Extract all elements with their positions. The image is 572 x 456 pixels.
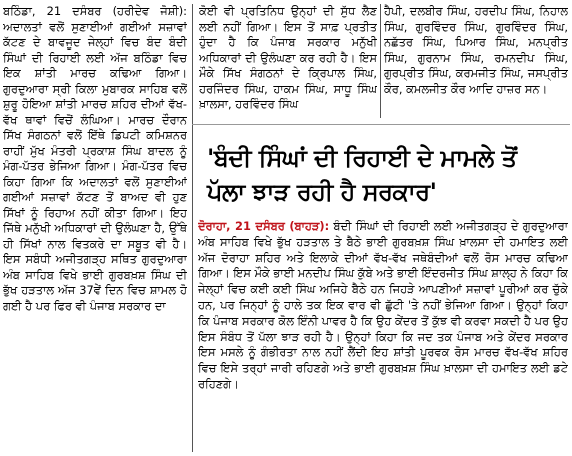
left-story-text (3, 4, 187, 314)
middle-top-column (199, 4, 377, 122)
column-divider-left (192, 4, 193, 452)
right-top-body: ਹੈਪੀ, ਦਲਬੀਰ ਸਿੰਘ, ਹਰਦੀਪ ਸਿੰਘ, ਨਿਹਾਲ ਸਿੰਘ, ਗੁਰਵਿੰਦਰ ਸਿੰਘ, ਗੁਰਵਿੰਦਰ ਸਿੰਘ, ਨਛੱਤਰ ਸਿੰਘ, ਪਿਆਰ ਸਿੰਘ, ਮਨਪ੍ਰੀਤ ਸਿੰਘ, ਗੁਰਨਾਮ ਸਿੰਘ, ਰਮਨਦੀਪ ਸਿੰਘ, ਗੁਰਪ੍ਰੀਤ ਸਿੰਘ, ਕਰਮਜੀਤ ਸਿੰਘ, ਜਸਪ੍ਰੀਤ ਕੌਰ, ਕਮਲਜੀਤ ਕੌਰ ਆਦਿ ਹਾਜ਼ਰ ਸਨ। (384, 4, 568, 96)
right-top-column (384, 4, 568, 122)
bottom-story-dateline: ਦੋਰਾਹਾ, 21 ਦਸੰਬਰ (ਬਾਹੜ): (198, 219, 330, 233)
left-story-column (3, 4, 187, 454)
bottom-story (198, 219, 568, 453)
headline: 'ਬੰਦੀ ਸਿੰਘਾਂ ਦੀ ਰਿਹਾਈ ਦੇ ਮਾਮਲੇ ਤੋਂ ਪੱਲਾ ਝਾੜ ਰਹੀ ਹੈ ਸਰਕਾਰ' (207, 144, 517, 206)
middle-top-body: ਕੋਈ ਵੀ ਪ੍ਰਤਿਨਿਧ ਉਨ੍ਹਾਂ ਦੀ ਸੁੱਧ ਲੈਣ ਲਈ ਨਹੀਂ ਗਿਆ। ਇਸ ਤੋਂ ਸਾਫ਼ ਪ੍ਰਤੀਤ ਹੁੰਦਾ ਹੈ ਕਿ ਪੰਜਾਬ ਸਰਕਾਰ ਮਨੁੱਖੀ ਅਧਿਕਾਰਾਂ ਦੀ ਉਲੰਘਣਾ ਕਰ ਰਹੀ ਹੈ। ਇਸ ਮੌਕੇ ਸਿੱਖ ਸੰਗਠਨਾਂ ਦੇ ਕ੍ਰਿਪਾਲ ਸਿੰਘ, ਹਰਜਿੰਦਰ ਸਿੰਘ, ਹਾਕਮ ਸਿੰਘ, ਸਾਧੂ ਸਿੰਘ ਖ਼ਾਲਸਾ, ਹਰਵਿੰਦਰ ਸਿੰਘ (199, 4, 377, 111)
section-divider (192, 124, 570, 125)
column-divider-right (380, 4, 381, 118)
left-story-dateline: ਬਠਿੰਡਾ, 21 ਦਸੰਬਰ (ਹਰੀਦੇਵ ਜੋਸ਼ੀ): (3, 4, 187, 18)
bottom-story-body: ਬੰਦੀ ਸਿੰਘਾਂ ਦੀ ਰਿਹਾਈ ਲਈ ਅਜੀਤਗੜ੍ਹ ਦੇ ਗੁਰਦੁਆਰਾ ਅੰਬ ਸਾਹਿਬ ਵਿਖੇ ਭੁੱਖ ਹੜਤਾਲ ਤੇ ਬੈਠੇ ਭਾਈ ਗੁਰਬਖ਼ਸ਼ ਸਿੰਘ ਖ਼ਾਲਸਾ ਦੀ ਹਮਾਇਤ ਲਈ ਅੱਜ ਦੋਰਾਹਾ ਸ਼ਹਿਰ ਅਤੇ ਇਲਾਕੇ ਦੀਆਂ ਵੱਖ-ਵੱਖ ਜਥੇਬੰਦੀਆਂ ਵਲੋਂ ਰੋਸ ਮਾਰਚ ਕਢਿਆ ਗਿਆ। ਇਸ ਮੌਕੇ ਭਾਈ ਮਨਦੀਪ ਸਿੰਘ ਕੁੱਬੇ ਅਤੇ ਭਾਈ ਇੰਦਰਜੀਤ ਸਿੰਘ ਸ਼ਾਲ੍ਹ ਨੇ ਕਿਹਾ ਕਿ ਜੇਲ੍ਹਾਂ ਵਿਚ ਕਈ ਕਈ ਸਿੰਘ ਅਜਿਹੇ ਬੈਠੇ ਹਨ ਜਿਹੜੇ ਆਪਣੀਆਂ ਸਜ਼ਾਵਾਂ ਪੂਰੀਆਂ ਕਰ ਚੁੱਕੇ ਹਨ, ਪਰ ਜਿਨ੍ਹਾਂ ਨੂੰ ਹਾਲੇ ਤਕ ਇਕ ਵਾਰ ਵੀ ਛੁੱਟੀ 'ਤੇ ਨਹੀਂ ਭੇਜਿਆ ਗਿਆ। ਉਨ੍ਹਾਂ ਕਿਹਾ ਕਿ ਪੰਜਾਬ ਸਰਕਾਰ ਕੋਲ ਇੰਨੀ ਪਾਵਰ ਹੈ ਕਿ ਉਹ ਕੇਂਦਰ ਤੋਂ ਕੁੱਝ ਵੀ ਕਰਵਾ ਸਕਦੀ ਹੈ ਪਰ ਉਹ ਇਸ ਸੰਬੰਧ ਤੋਂ ਪੱਲਾ ਝਾੜ ਰਹੀ ਹੈ। ਉਨ੍ਹਾਂ ਕਿਹਾ ਕਿ ਜਦ ਤਕ ਪੰਜਾਬ ਅਤੇ ਕੇਂਦਰ ਸਰਕਾਰ ਇਸ ਮਸਲੇ ਨੂੰ ਗੰਭੀਰਤਾ ਨਾਲ ਨਹੀਂ ਲੈਂਦੀ ਇਹ ਸ਼ਾਂਤੀ ਪੂਰਵਕ ਰੋਸ ਮਾਰਚ ਵੱਖ-ਵੱਖ ਸ਼ਹਿਰ ਵਿਚ ਇਸੇ ਤਰ੍ਹਾਂ ਜਾਰੀ ਰਹਿਣਗੇ ਅਤੇ ਭਾਈ ਗੁਰਬਖ਼ਸ਼ ਸਿੰਘ ਖ਼ਾਲਸਾ ਦੀ ਹਮਾਇਤ ਲਈ ਡਟੇ ਰਹਿਣਗੇ। (198, 219, 568, 391)
left-story-body: ਅਦਾਲਤਾਂ ਵਲੋਂ ਸੁਣਾਈਆਂ ਗਈਆਂ ਸਜ਼ਾਵਾਂ ਕੱਟਣ ਦੇ ਬਾਵਜੂਦ ਜੇਲ੍ਹਾਂ ਵਿਚ ਬੰਦ ਬੰਦੀ ਸਿੰਘਾਂ ਦੀ ਰਿਹਾਈ ਲਈ ਅੱਜ ਬਠਿੰਡਾ ਵਿਚ ਇਕ ਸ਼ਾਂਤੀ ਮਾਰਚ ਕਢਿਆ ਗਿਆ। ਗੁਰਦੁਆਰਾ ਸ੍ਰੀ ਕਿਲਾ ਮੁਬਾਰਕ ਸਾਹਿਬ ਵਲੋਂ ਸ਼ੁਰੂ ਹੋਇਆ ਸ਼ਾਂਤੀ ਮਾਰਚ ਸ਼ਹਿਰ ਦੀਆਂ ਵੱਖ-ਵੱਖ ਥਾਵਾਂ ਵਿਚੋਂ ਲੰਘਿਆ। ਮਾਰਚ ਦੌਰਾਨ ਸਿੱਖ ਸੰਗਠਨਾਂ ਵਲੋਂ ਇੱਥੇ ਡਿਪਟੀ ਕਮਿਸ਼ਨਰ ਰਾਹੀਂ ਮੁੱਖ ਮੰਤਰੀ ਪ੍ਰਕਾਸ਼ ਸਿੰਘ ਬਾਦਲ ਨੂੰ ਮੰਗ-ਪੱਤਰ ਭੇਜਿਆ ਗਿਆ। ਮੰਗ-ਪੱਤਰ ਵਿਚ ਕਿਹਾ ਗਿਆ ਕਿ ਅਦਾਲਤਾਂ ਵਲੋਂ ਸੁਣਾਈਆਂ ਗਈਆਂ ਸਜ਼ਾਵਾਂ ਕੱਟਣ ਤੋਂ ਬਾਅਦ ਵੀ ਹੁਣ ਸਿੱਖਾਂ ਨੂੰ ਰਿਹਾਅ ਨਹੀਂ ਕੀਤਾ ਗਿਆ। ਇਹ ਜਿੱਥੇ ਮਨੁੱਖੀ ਅਧਿਕਾਰਾਂ ਦੀ ਉਲੰਘਣਾ ਹੈ, ਉੱਥੇ ਹੀ ਸਿੱਖਾਂ ਨਾਲ ਵਿਤਕਰੇ ਦਾ ਸਬੂਤ ਵੀ ਹੈ। ਇਸ ਸਬੰਧੀ ਅਜੀਤਗੜ੍ਹ ਸਥਿਤ ਗੁਰਦੁਆਰਾ ਅੰਬ ਸਾਹਿਬ ਵਿਖੇ ਭਾਈ ਗੁਰਬਖ਼ਸ਼ ਸਿੰਘ ਦੀ ਭੁੱਖ ਹੜਤਾਲ ਅੱਜ 37ਵੇਂ ਦਿਨ ਵਿਚ ਸ਼ਾਮਲ ਹੋ ਗਈ ਹੈ ਪਰ ਫਿਰ ਵੀ ਪੰਜਾਬ ਸਰਕਾਰ ਦਾ (3, 19, 187, 313)
